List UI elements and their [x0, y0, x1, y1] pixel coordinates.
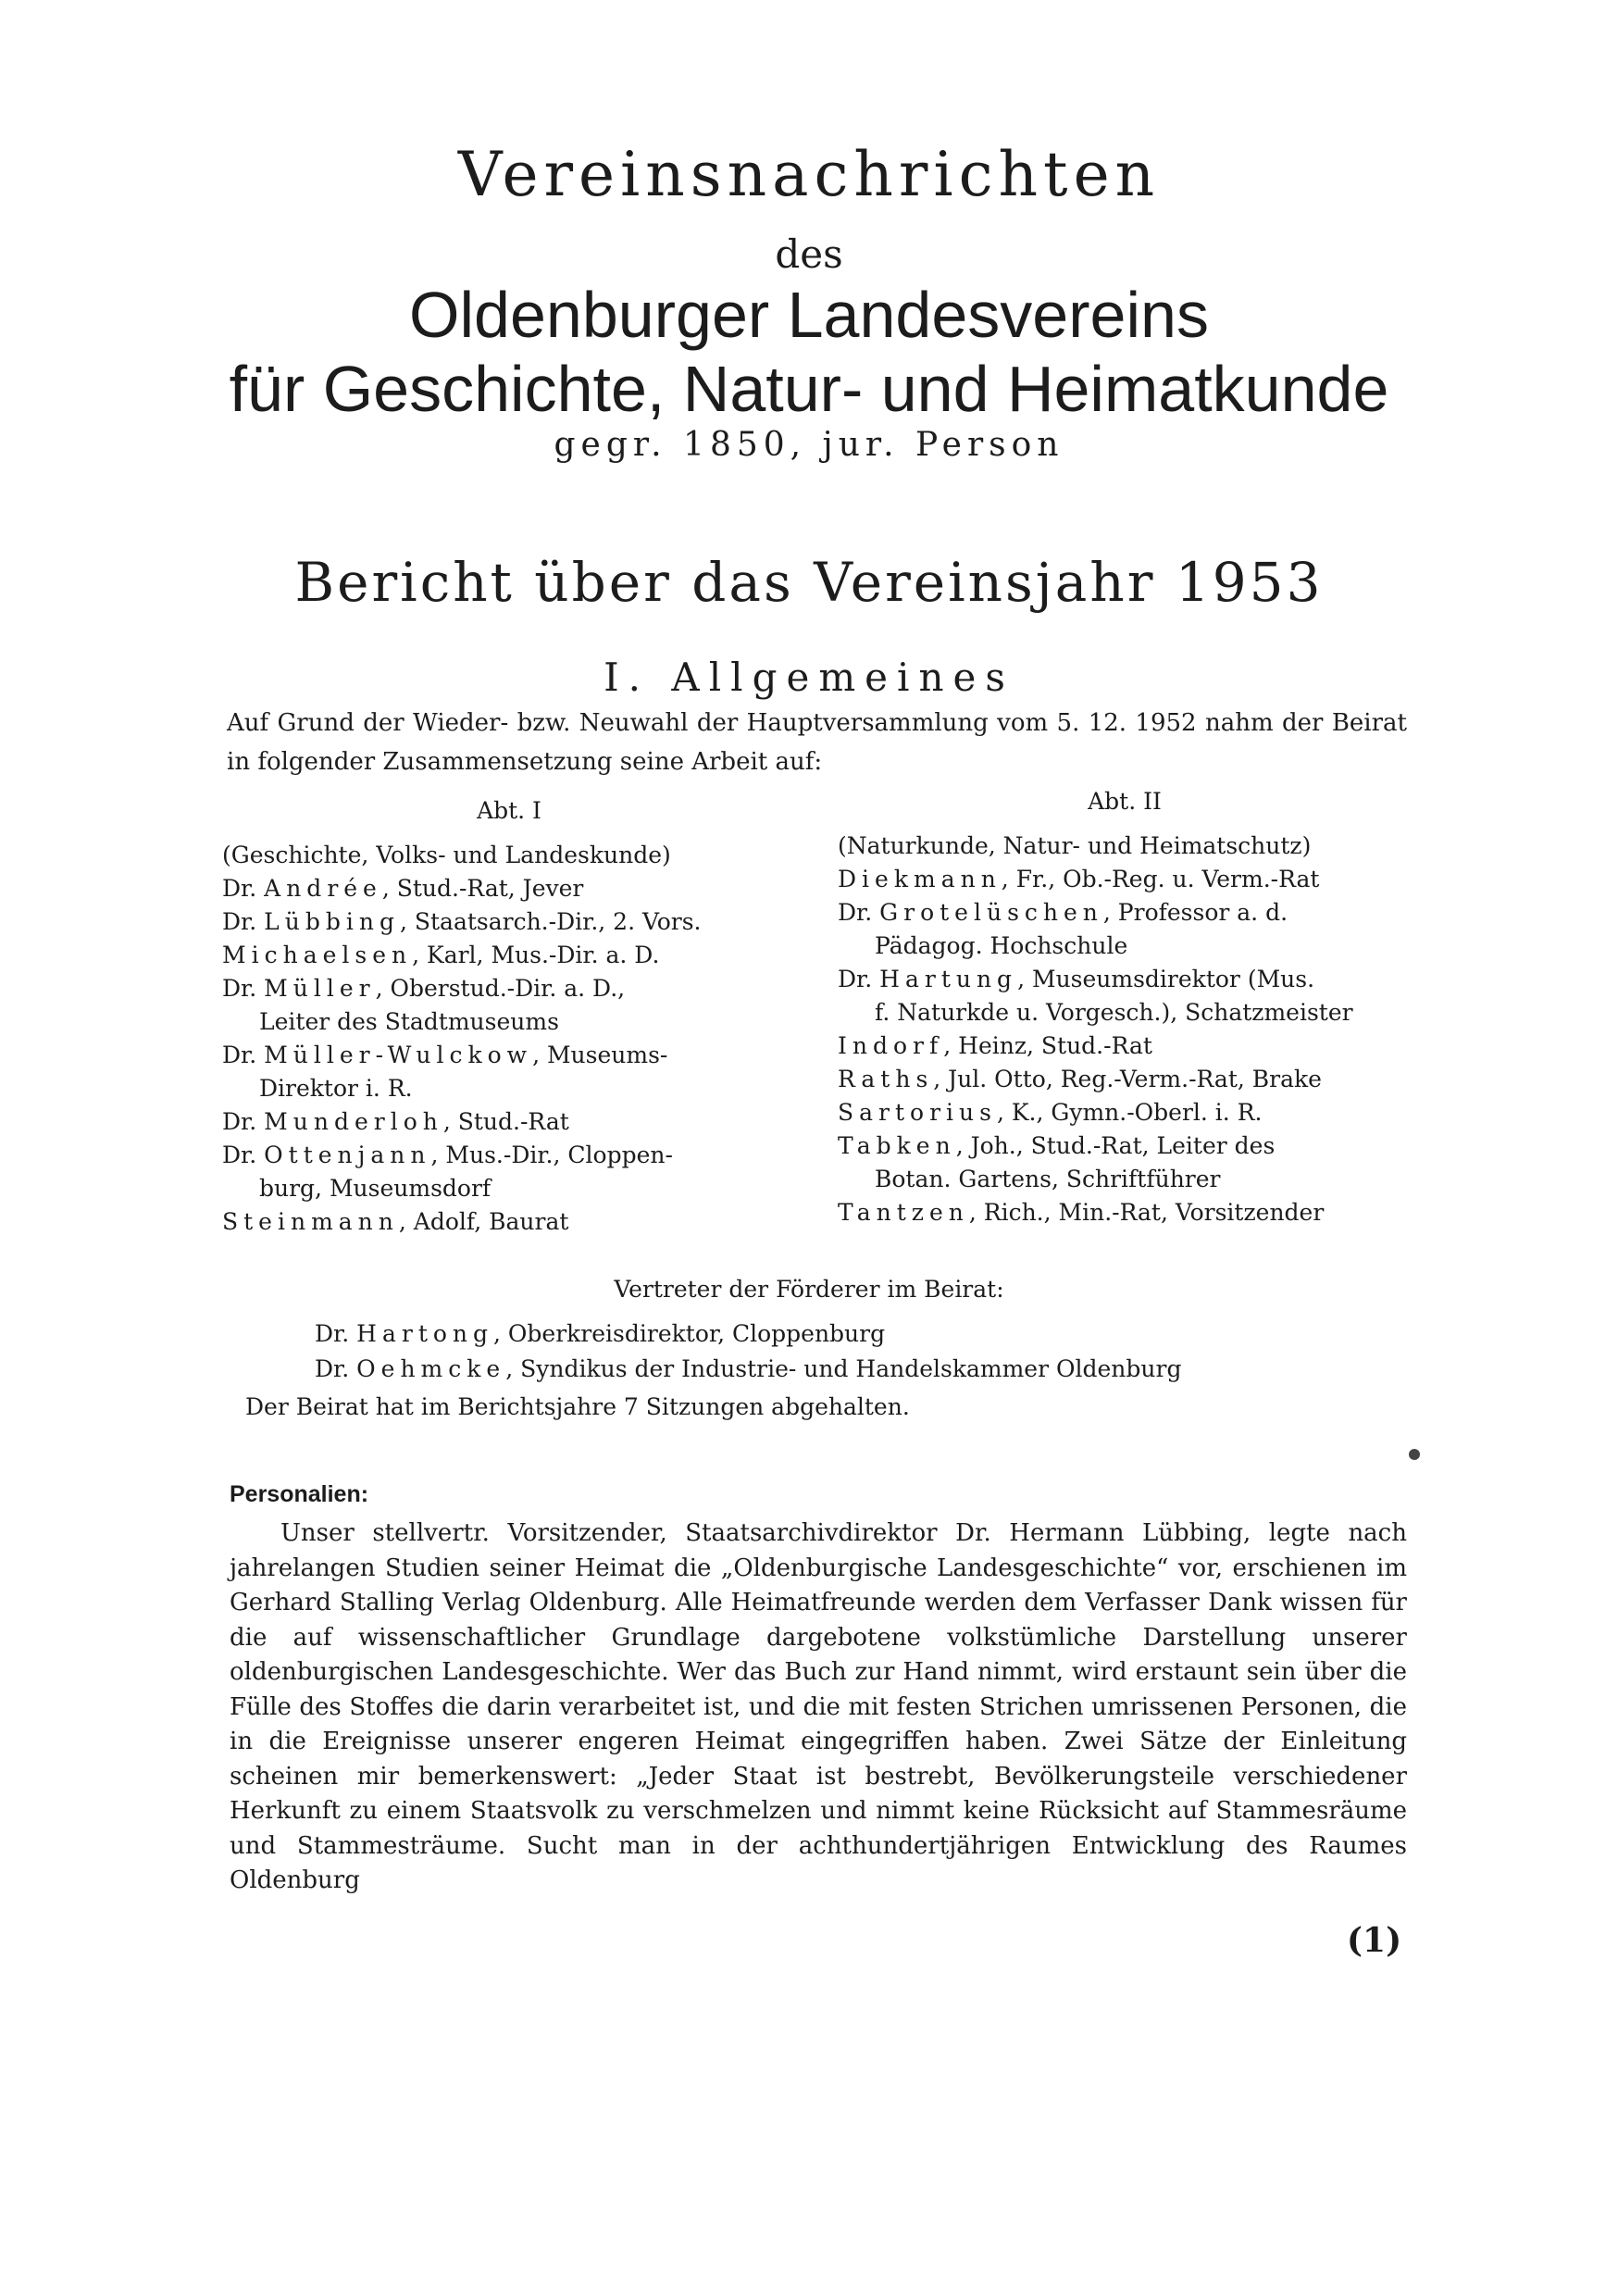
member-line — [838, 996, 1412, 1029]
member-prefix: Dr. — [222, 1142, 265, 1168]
member-detail: , Joh., Stud.-Rat, Leiter des — [955, 1132, 1276, 1159]
report-title: Bericht über das Vereinsjahr 1953 — [294, 551, 1324, 614]
member-line — [222, 1072, 796, 1105]
member-detail: , Stud.-Rat — [442, 1108, 569, 1135]
column-subheading: (Naturkunde, Natur- und Heimatschutz) — [838, 832, 1312, 859]
member-detail: , K., Gymn.-Oberl. i. R. — [996, 1099, 1263, 1126]
member-line — [222, 972, 796, 1005]
personalien-paragraph: Unser stellvertr. Vorsitzender, Staatsarchivdirektor Dr. Hermann Lübbing, legte nach jahrelangen Studien seiner Heimat die „Oldenburgische Landesgeschichte“ vor, erschienen im Gerhard Stalling Verlag Oldenburg. Alle Heimatfreunde werden dem Verfasser Dank wissen für die auf wissenschaftlicher Grundlage dargebotene volkstümliche Darstellung unserer oldenburgischen Landesgeschichte. Wer das Buch zur Hand nimmt, wird erstaunt sein über die Fülle des Stoffes die darin verarbeitet ist, und die mit festen Strichen umrissenen Personen, die in die Ereignisse unserer engeren Heimat eingegriffen haben. Zwei Sätze der Einleitung scheinen mir bemerkenswert: „Jeder Staat ist bestrebt, Bevölkerungsteile verschiedener Herkunft zu einem Staatsvolk zu verschmelzen und nimmt keine Rücksicht auf Stammesräume und Stammesträume. Sucht man in der achthundertjährigen Entwicklung des Raumes Oldenburg — [230, 1519, 1407, 1894]
member-detail: , Oberstud.-Dir. a. D., — [375, 975, 626, 1002]
member-prefix: Dr. — [222, 1042, 265, 1068]
member-detail: , Stud.-Rat, Jever — [381, 875, 584, 902]
member-name: Steinmann — [222, 1208, 399, 1235]
member-detail: , Jul. Otto, Reg.-Verm.-Rat, Brake — [933, 1066, 1322, 1092]
member-list — [222, 872, 796, 1239]
member-detail: , Museums- — [532, 1042, 668, 1068]
member-name: Müller — [264, 975, 376, 1002]
column-abt-1 — [222, 794, 796, 1239]
member-line — [222, 1005, 796, 1039]
heading-line-1: Vereinsnachrichten — [457, 139, 1161, 210]
page-number: (1) — [1347, 1921, 1402, 1960]
heading-line-3: Oldenburger Landesvereins — [409, 279, 1209, 351]
member-name: Indorf — [838, 1032, 944, 1059]
member-detail: , Professor a. d. — [1102, 899, 1288, 926]
vertreter-list — [315, 1316, 1181, 1387]
member-name: Diekmann — [838, 866, 1002, 892]
member-detail: , Karl, Mus.-Dir. a. D. — [412, 942, 660, 968]
member-detail: , Heinz, Stud.-Rat — [943, 1032, 1152, 1059]
member-line — [838, 963, 1412, 996]
member-detail: Botan. Gartens, Schriftführer — [875, 1166, 1221, 1192]
member-detail: f. Naturkde u. Vorgesch.), Schatzmeister — [875, 999, 1353, 1026]
column-heading: Abt. II — [1088, 788, 1162, 815]
member-detail: , Adolf, Baurat — [398, 1208, 569, 1235]
member-detail: , Rich., Min.-Rat, Vorsitzender — [968, 1199, 1325, 1226]
member-line — [838, 1063, 1412, 1096]
member-detail: , Mus.-Dir., Cloppen- — [430, 1142, 673, 1168]
member-name: Oehmcke — [356, 1355, 506, 1382]
member-detail: , Oberkreisdirektor, Cloppenburg — [493, 1320, 886, 1347]
member-name: Müller-Wulckow — [264, 1042, 533, 1068]
member-name: Tabken — [838, 1132, 956, 1159]
heading-line-2: des — [775, 231, 843, 277]
member-name: Hartong — [356, 1320, 494, 1347]
member-detail: , Staatsarch.-Dir., 2. Vors. — [399, 908, 702, 935]
member-detail: Leiter des Stadtmuseums — [259, 1008, 559, 1035]
member-line — [838, 1029, 1412, 1063]
member-line — [838, 1129, 1412, 1163]
heading-line-4: für Geschichte, Natur- und Heimatkunde — [229, 353, 1389, 425]
member-line — [838, 896, 1412, 930]
member-detail: Direktor i. R. — [259, 1075, 413, 1102]
member-prefix: Dr. — [222, 1108, 265, 1135]
member-line — [222, 1105, 796, 1139]
member-detail: , Syndikus der Industrie- und Handelskammer Oldenburg — [505, 1355, 1182, 1382]
member-prefix: Dr. — [838, 899, 880, 926]
member-line — [838, 863, 1412, 896]
member-line — [222, 1139, 796, 1172]
member-detail: , Museumsdirektor (Mus. — [1017, 966, 1315, 992]
member-line — [315, 1352, 1181, 1387]
column-subheading: (Geschichte, Volks- und Landeskunde) — [222, 842, 671, 868]
member-list — [838, 863, 1412, 1229]
section-title: I. Allgemeines — [604, 655, 1014, 700]
ink-spot — [1409, 1449, 1420, 1460]
member-line — [222, 1172, 796, 1205]
member-name: Ottenjann — [264, 1142, 431, 1168]
member-name: Sartorius — [838, 1099, 997, 1126]
heading-line-5: gegr. 1850, jur. Person — [554, 426, 1064, 464]
intro-paragraph: Auf Grund der Wieder- bzw. Neuwahl der Hauptversammlung vom 5. 12. 1952 nahm der Beirat in folgender Zusammensetzung seine Arbeit auf: — [227, 709, 1407, 776]
member-line — [838, 930, 1412, 963]
member-name: Raths — [838, 1066, 934, 1092]
member-name: Munderloh — [264, 1108, 443, 1135]
member-line — [222, 939, 796, 972]
member-line — [838, 1163, 1412, 1196]
member-prefix: Dr. — [222, 908, 265, 935]
member-detail: , Fr., Ob.-Reg. u. Verm.-Rat — [1001, 866, 1320, 892]
member-prefix: Dr. — [315, 1320, 357, 1347]
member-line — [222, 872, 796, 905]
member-line — [222, 1205, 796, 1239]
column-heading: Abt. I — [477, 797, 541, 824]
member-prefix: Dr. — [838, 966, 880, 992]
member-name: Lübbing — [264, 908, 400, 935]
member-line — [838, 1096, 1412, 1129]
member-name: Michaelsen — [222, 942, 413, 968]
member-prefix: Dr. — [222, 975, 265, 1002]
vertreter-heading: Vertreter der Förderer im Beirat: — [614, 1276, 1004, 1303]
member-name: Grotelüschen — [879, 899, 1103, 926]
member-prefix: Dr. — [315, 1355, 357, 1382]
member-line — [838, 1196, 1412, 1229]
member-line — [222, 905, 796, 939]
member-line — [222, 1039, 796, 1072]
column-abt-2 — [838, 785, 1412, 1229]
member-name: Tantzen — [838, 1199, 969, 1226]
sitzungen-note: Der Beirat hat im Berichtsjahre 7 Sitzungen abgehalten. — [245, 1393, 910, 1420]
member-line — [315, 1316, 1181, 1352]
personalien-heading: Personalien: — [230, 1481, 369, 1507]
member-detail: Pädagog. Hochschule — [875, 932, 1128, 959]
member-detail: burg, Museumsdorf — [259, 1175, 492, 1202]
member-name: Hartung — [879, 966, 1018, 992]
member-prefix: Dr. — [222, 875, 265, 902]
member-name: Andrée — [264, 875, 382, 902]
